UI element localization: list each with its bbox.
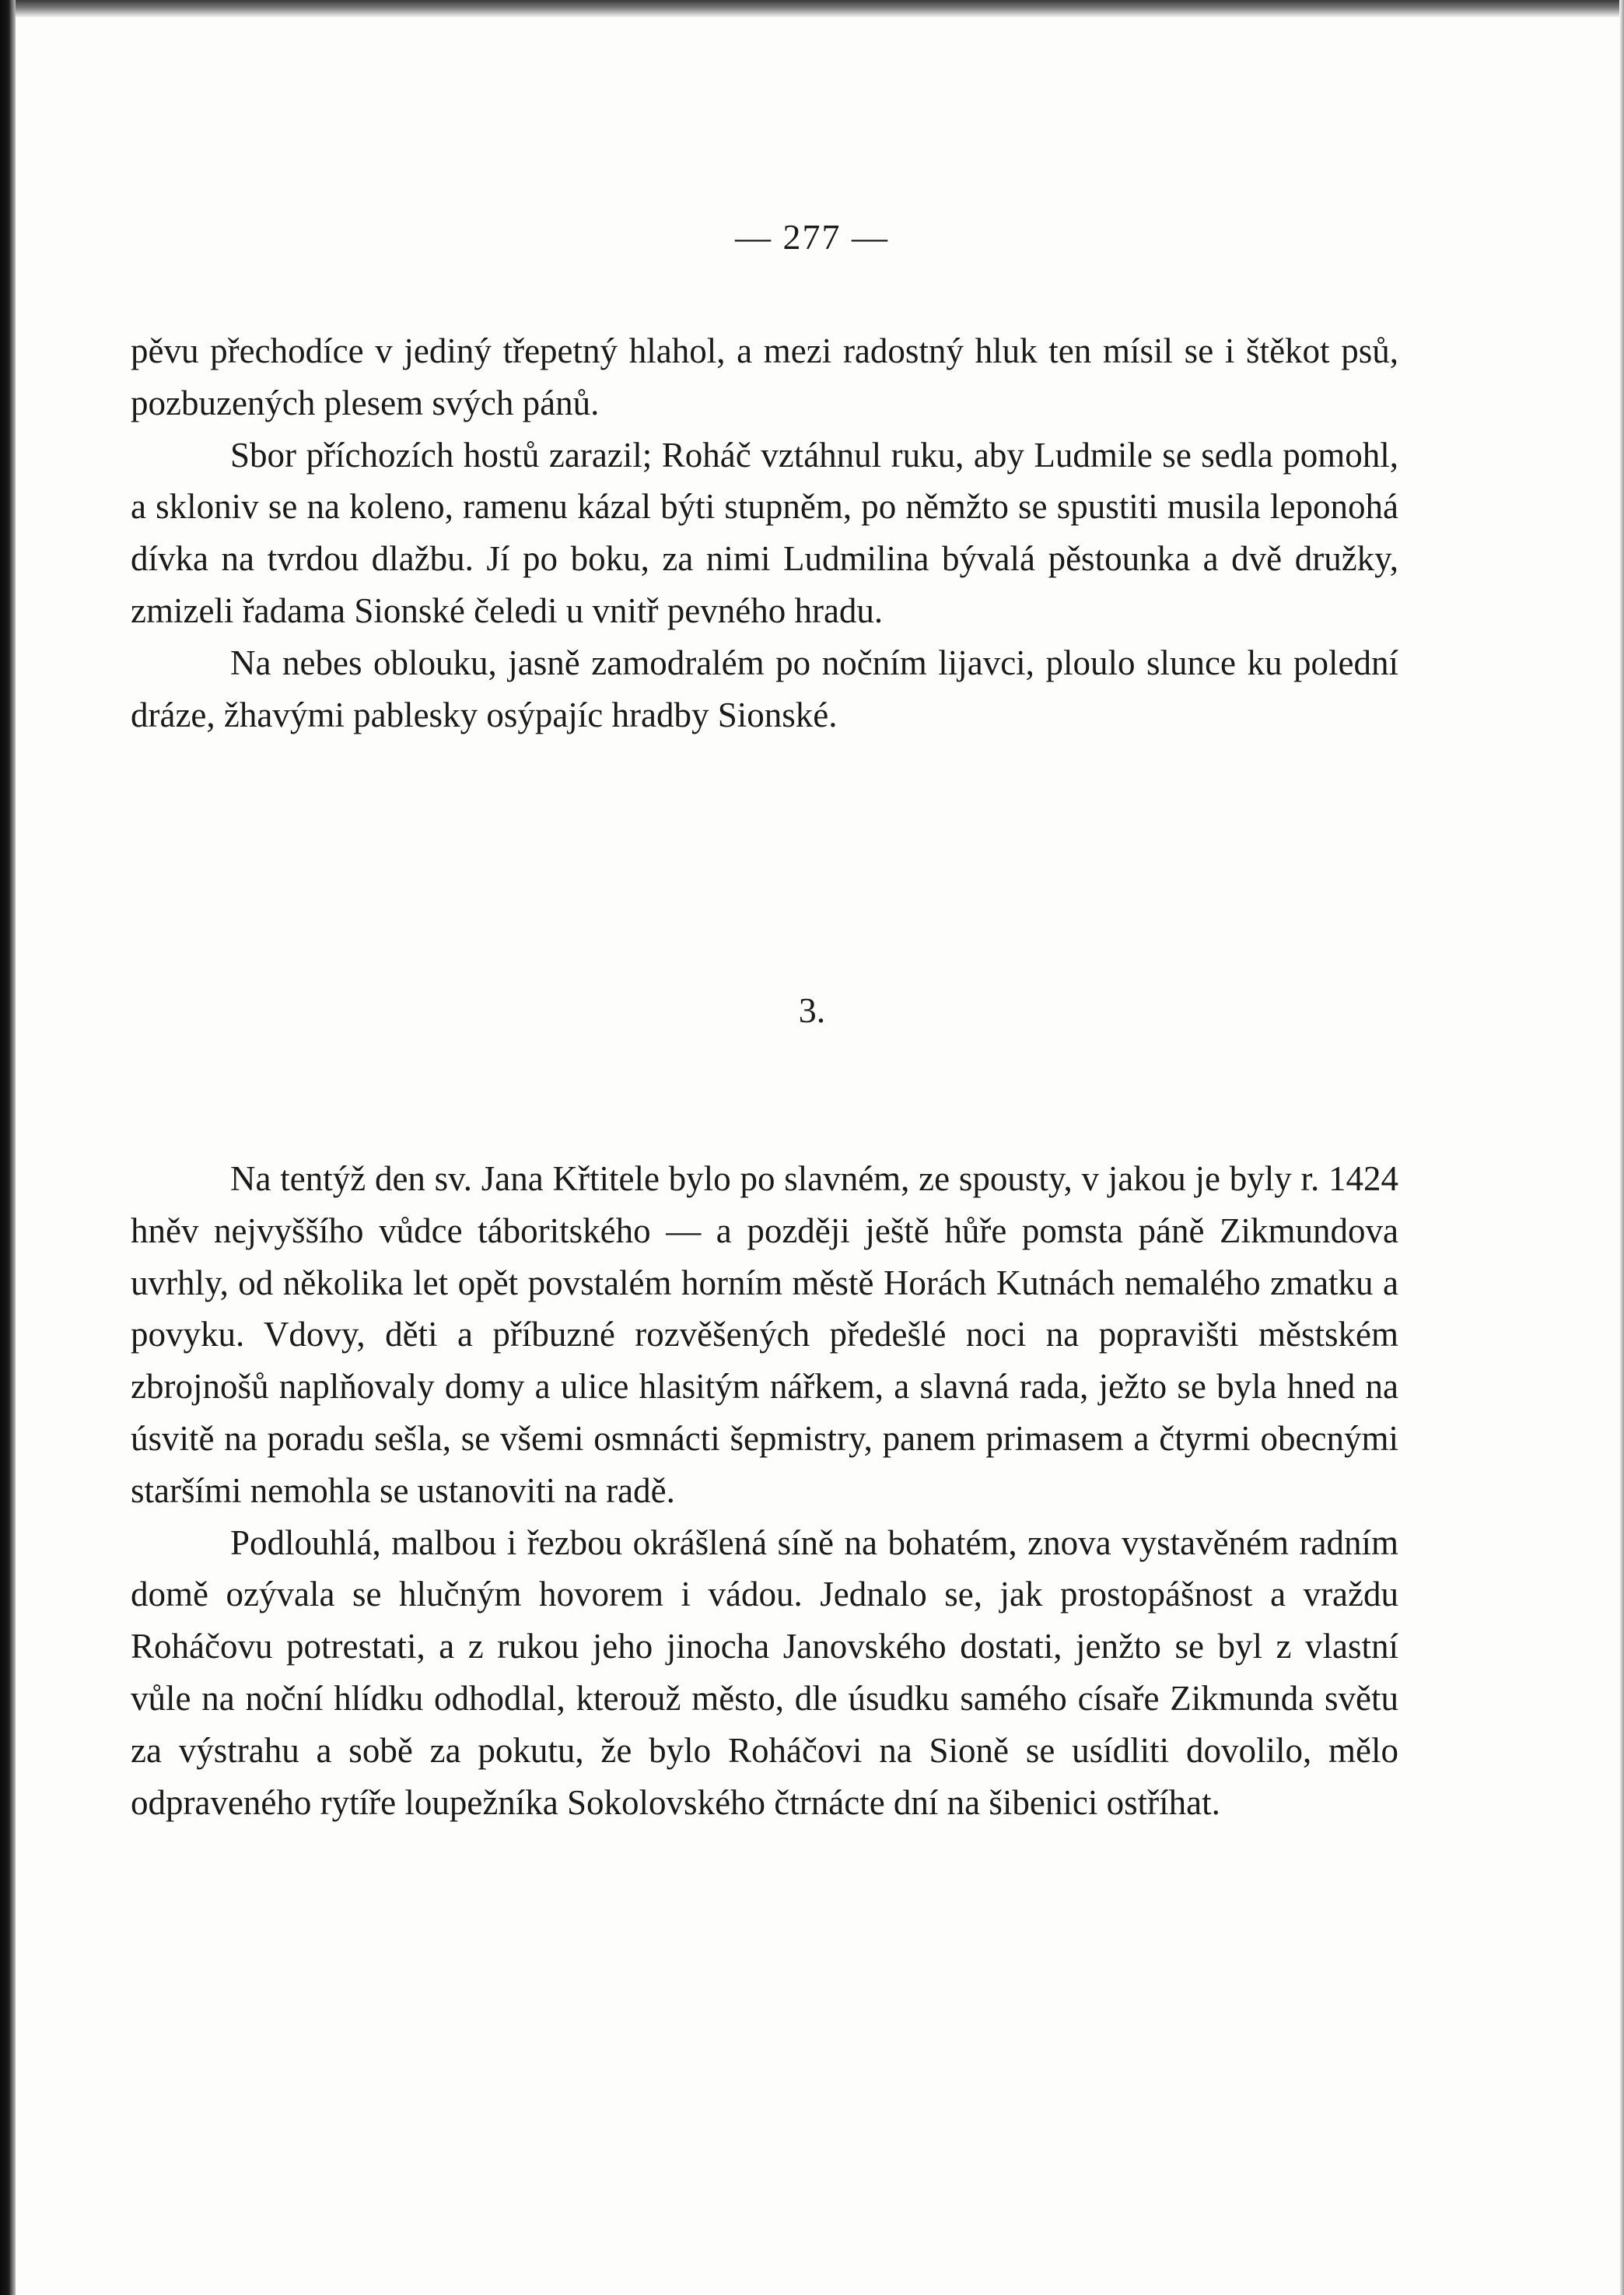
scan-edge-top <box>0 0 1624 17</box>
paragraph: Sbor příchozích hostů zarazil; Roháč vztáhnul ruku, aby Ludmile se sedla pomohl, a skloniv se na koleno, ramenu kázal býti stupněm, po němžto se spustiti musila leponohá dívka na tvrdou dlažbu. Jí po boku, za nimi Ludmilina bývalá pěstounka a dvě družky, zmizeli řadama Sionské čeledi u vnitř pevného hradu. <box>131 435 1398 630</box>
scan-edge-left <box>0 0 16 2295</box>
chapter-number: 3. <box>798 990 826 1030</box>
scan-edge-right <box>1619 0 1624 2295</box>
paragraph: Na tentýž den sv. Jana Křtitele bylo po slavném, ze spousty, v jakou je byly r. 1424 hněv nejvyššího vůdce táboritského — a později ještě hůře pomsta páně Zikmundova uvrhly, od několika let opět povstalém horním městě Horách Kutnách nemalého zmatku a povyku. Vdovy, děti a příbuzné rozvěšených předešlé noci na popravišti městském zbrojnošů naplňovaly domy a ulice hlasitým nářkem, a slavná rada, ježto se byla hned na úsvitě na poradu sešla, se všemi osmnácti šepmistry, panem primasem a čtyrmi obecnými staršími nemohla se ustanoviti na radě. <box>131 1159 1398 1510</box>
paragraph: Podlouhlá, malbou i řezbou okrášlená síně na bohatém, znova vystavěném radním domě ozývala se hlučným hovorem i vádou. Jednalo se, jak prostopášnost a vraždu Roháčovu potrestati, a z rukou jeho jinocha Janovského dostati, jenžto se byl z vlastní vůle na noční hlídku odhodlal, kterouž město, dle úsudku samého císaře Zikmunda světu za výstrahu a sobě za pokutu, že bylo Roháčovi na Sioně se usídliti dovolilo, mělo odpraveného rytíře loupežníka Sokolovského čtrnácte dní na šibenici ostříhat. <box>131 1522 1398 1822</box>
paragraph: pěvu přechodíce v jediný třepetný hlahol, a mezi radostný hluk ten mísil se i štěkot psů, pozbuzených plesem svých pánů. <box>131 331 1398 422</box>
text-section-1 <box>131 325 1398 741</box>
text-section-2 <box>131 1153 1398 1828</box>
paragraph: Na nebes oblouku, jasně zamodralém po nočním lijavci, ploulo slunce ku polední dráze, žhavými pablesky osýpajíc hradby Sionské. <box>131 643 1398 734</box>
page-number: — 277 — <box>735 217 889 257</box>
